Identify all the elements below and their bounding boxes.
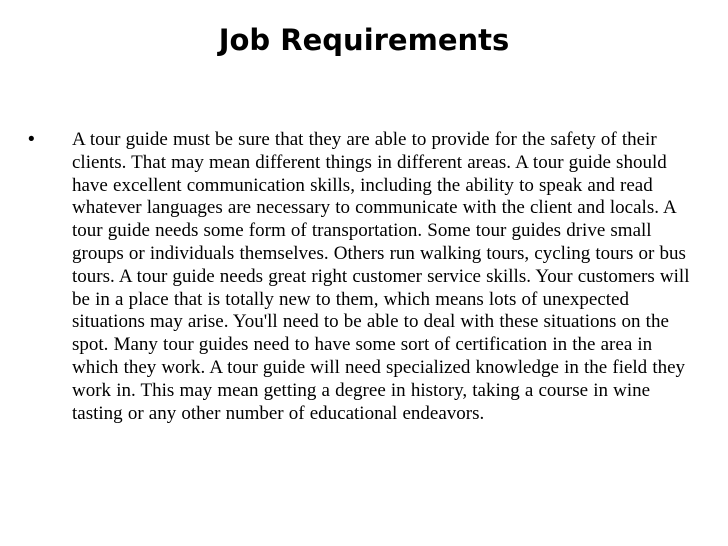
bullet-list xyxy=(28,129,692,425)
bullet-marker: • xyxy=(28,129,35,150)
bullet-item xyxy=(28,129,692,425)
bullet-text: A tour guide must be sure that they are able to provide for the safety of their clients. That may mean different things in different areas. A tour guide should have excellent communication skills, including the ability to speak and read whatever languages are necessary to communicate with the client and locals. A tour guide needs some form of transportation. Some tour guides drive small groups or individuals themselves. Others run walking tours, cycling tours or bus tours. A tour guide needs great right customer service skills. Your customers will be in a place that is totally new to them, which means lots of unexpected situations may arise. You'll need to be able to deal with these situations on the spot. Many tour guides need to have some sort of certification in the area in which they work. A tour guide will need specialized knowledge in the field they work in. This may mean getting a degree in history, taking a course in wine tasting or any other number of educational endeavors. xyxy=(72,129,690,424)
slide-title: Job Requirements xyxy=(218,23,510,57)
